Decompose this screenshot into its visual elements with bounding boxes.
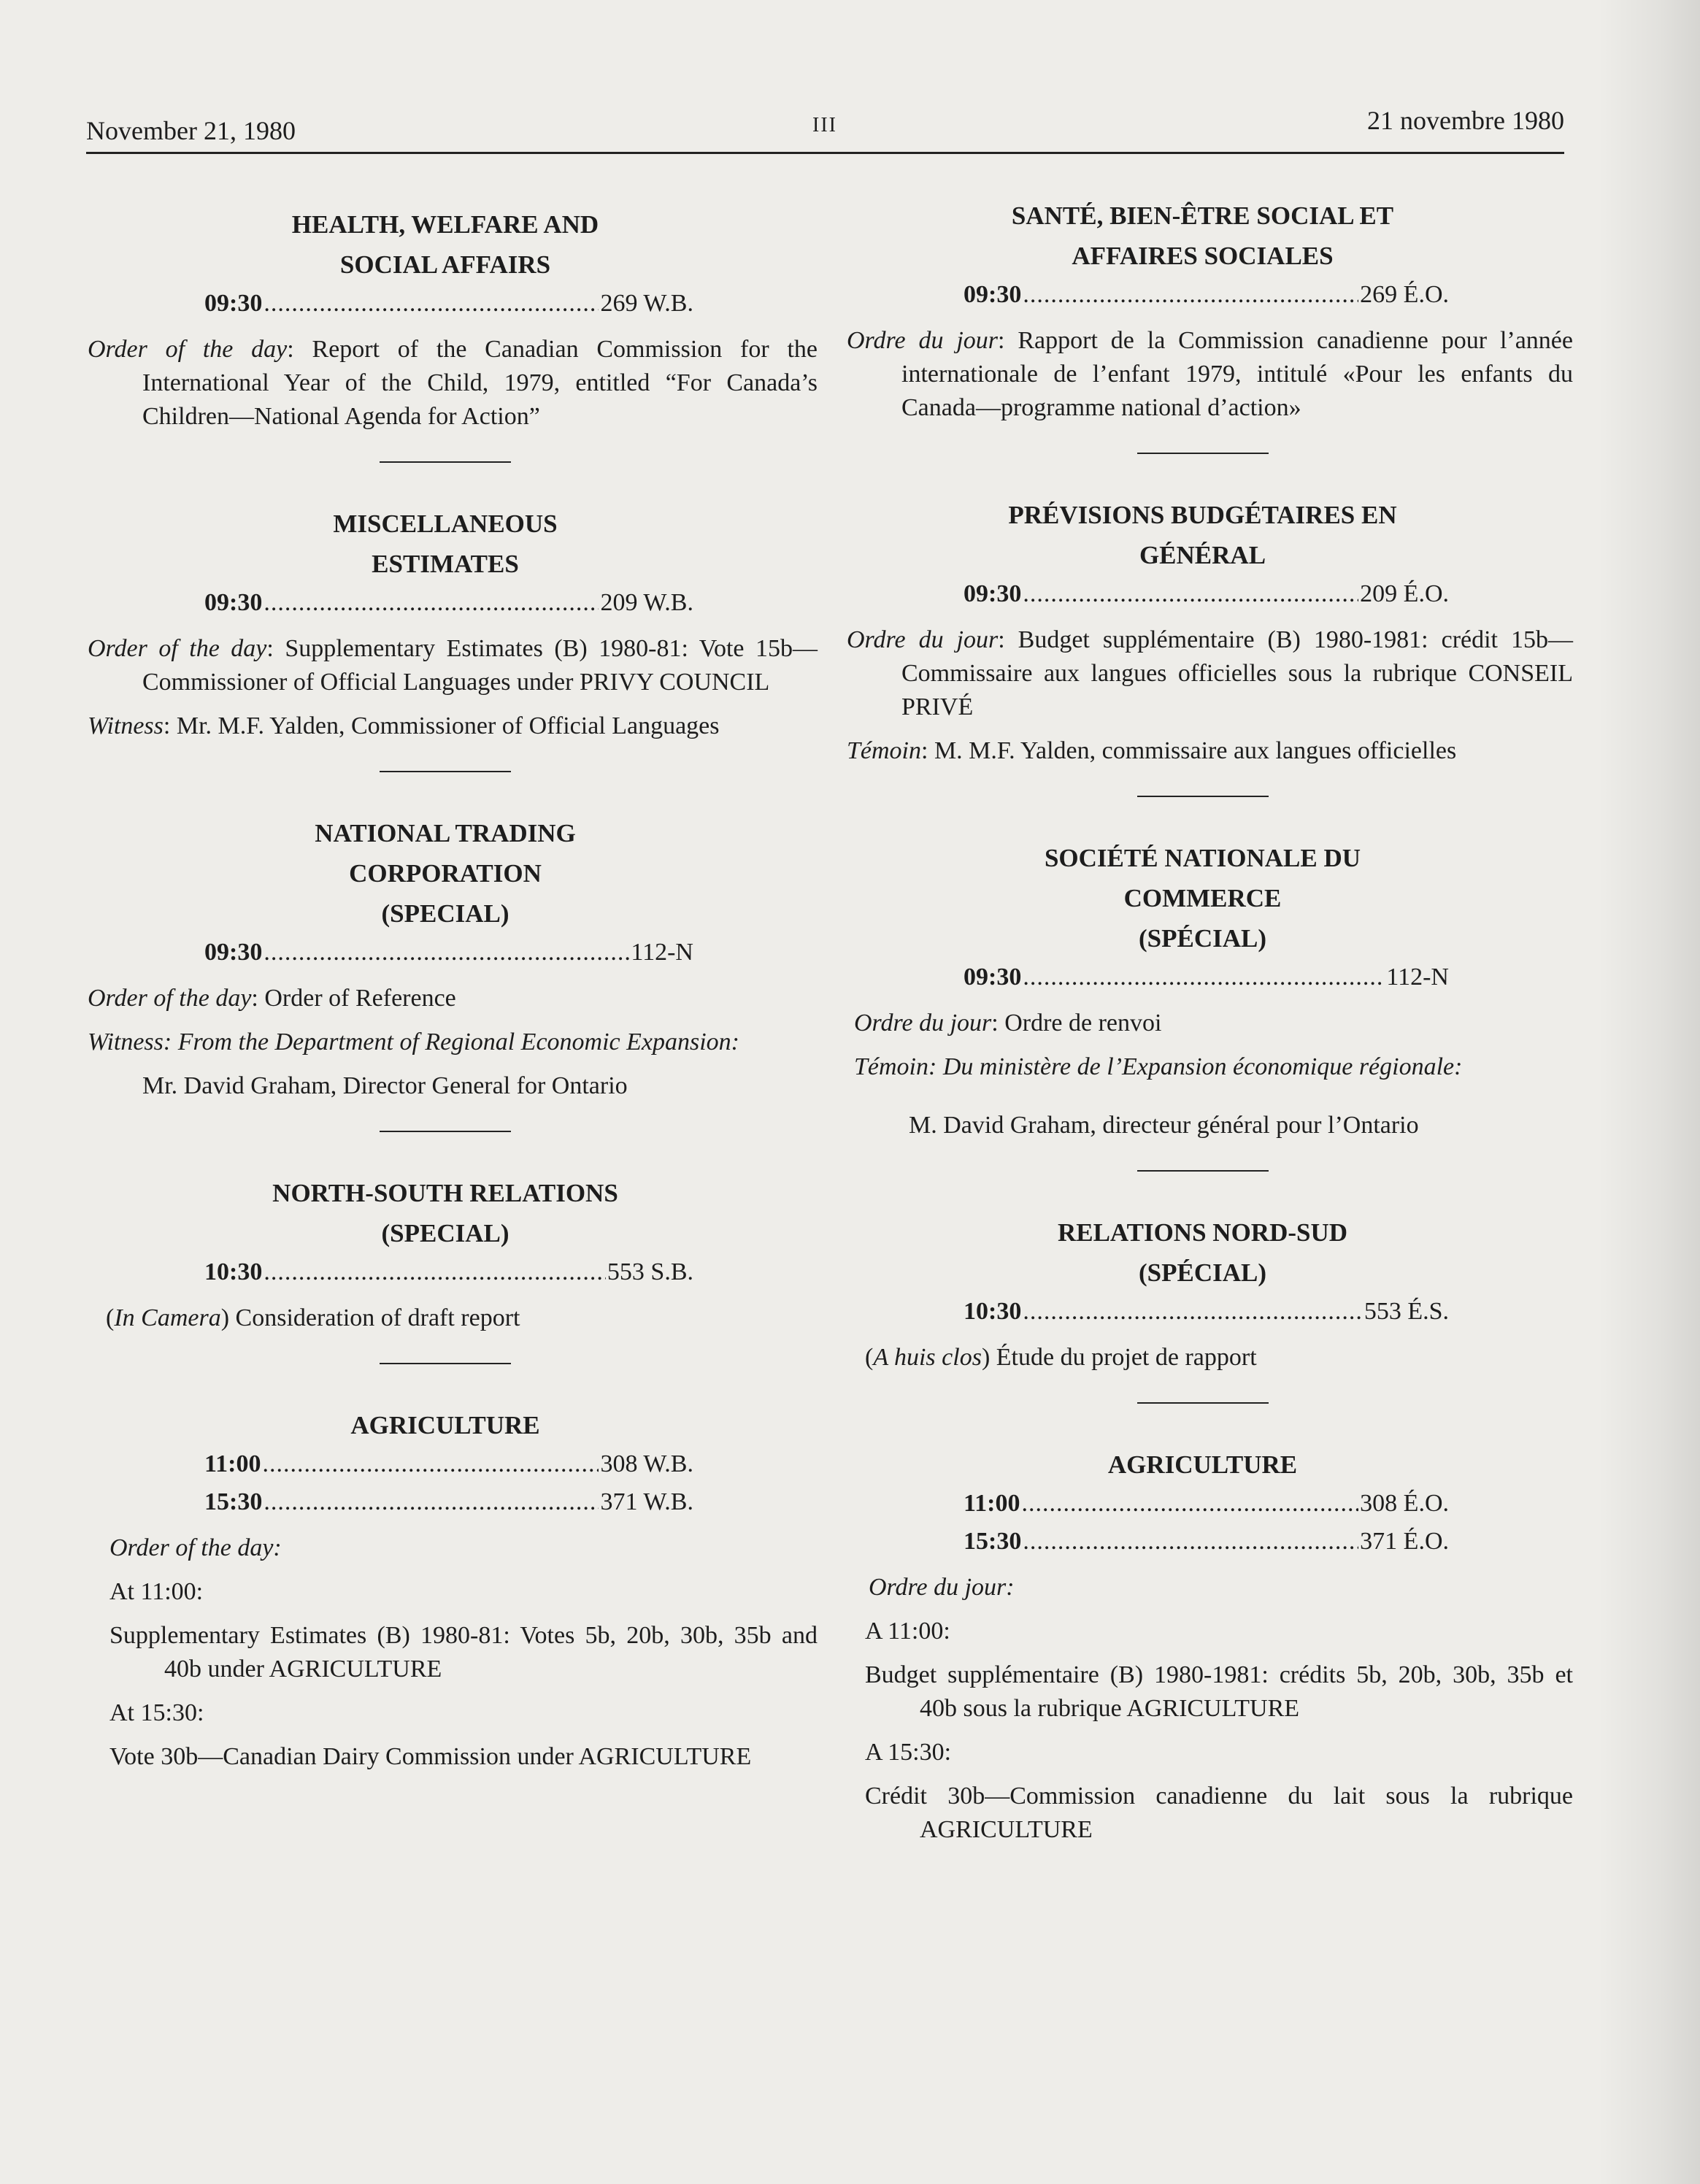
section-agriculture <box>88 1405 818 1774</box>
divider <box>1137 453 1269 454</box>
section-title: RELATIONS NORD-SUD (SPÉCIAL) <box>1057 1218 1348 1287</box>
meeting-time-room: 09:30 ..... 112-N <box>204 934 693 972</box>
french-column <box>847 196 1573 1847</box>
ordre-du-jour: Ordre du jour: Ordre de renvoi <box>854 1010 1162 1037</box>
order-of-the-day: Order of the day: <box>109 1534 282 1561</box>
divider <box>380 771 511 772</box>
section-title: SOCIÉTÉ NATIONALE DU COMMERCE (SPÉCIAL) <box>1044 844 1361 953</box>
divider <box>1137 1170 1269 1172</box>
page-number: III <box>812 114 837 136</box>
order-of-the-day: Order of the day: Supplementary Estimates (B) 1980-81: Vote 15b—Commissioner of Official Languages under PRIVY COUNCIL <box>88 635 818 696</box>
order-of-the-day: Order of the day: Report of the Canadian Commission for the International Year of the Child, 1979, entitled “For Canada’s Children—National Agenda for Action” <box>88 336 818 430</box>
section-title: NORTH-SOUTH RELATIONS (SPECIAL) <box>272 1179 618 1247</box>
section-national-trading-corporation <box>88 813 818 1103</box>
section-title: MISCELLANEOUS ESTIMATES <box>333 510 558 578</box>
meeting-time-room: 09:30 ..... 269 É.O. <box>964 276 1449 314</box>
section-sante-bien-etre <box>847 196 1573 425</box>
witness-person: M. David Graham, directeur général pour l’Ontario <box>909 1112 1419 1139</box>
header-date-english: November 21, 1980 <box>86 116 296 145</box>
divider <box>380 1131 511 1132</box>
time-label: A 15:30: <box>865 1739 952 1766</box>
english-column <box>88 204 818 1774</box>
agenda-item: Crédit 30b—Commission canadienne du lait sous la rubrique AGRICULTURE <box>865 1783 1573 1843</box>
huis-clos-note: (A huis clos) Étude du projet de rapport <box>865 1344 1257 1371</box>
section-relations-nord-sud <box>847 1212 1573 1374</box>
section-agriculture-fr <box>847 1445 1573 1847</box>
temoin: Témoin: M. M.F. Yalden, commissaire aux langues officielles <box>847 737 1457 764</box>
witness: Witness: Mr. M.F. Yalden, Commissioner of Official Languages <box>88 712 720 739</box>
section-health-welfare <box>88 204 818 434</box>
divider <box>1137 796 1269 797</box>
section-north-south-relations <box>88 1173 818 1335</box>
meeting-time-room: 09:30 ..... 112-N <box>964 958 1449 996</box>
time-label: A 11:00: <box>865 1618 950 1645</box>
order-of-the-day: Order of the day: Order of Reference <box>88 985 456 1012</box>
agenda-item: Vote 30b—Canadian Dairy Commission under AGRICULTURE <box>109 1743 752 1770</box>
witness-person: Mr. David Graham, Director General for Ontario <box>142 1072 628 1099</box>
meeting-time-room: 10:30 ..... 553 S.B. <box>204 1253 693 1291</box>
ordre-du-jour: Ordre du jour: Budget supplémentaire (B) 1980-1981: crédit 15b—Commissaire aux langues officielles sous la rubrique CONSEIL PRIVÉ <box>847 626 1573 720</box>
section-miscellaneous-estimates <box>88 504 818 743</box>
ordre-du-jour: Ordre du jour: <box>869 1574 1015 1601</box>
section-title: PRÉVISIONS BUDGÉTAIRES EN GÉNÉRAL <box>1008 501 1397 569</box>
time-label: At 15:30: <box>109 1699 204 1726</box>
time-label: At 11:00: <box>109 1578 204 1605</box>
section-title: HEALTH, WELFARE AND SOCIAL AFFAIRS <box>291 210 599 279</box>
divider <box>1137 1402 1269 1404</box>
meeting-time-room: 11:00 ..... 308 W.B. <box>204 1445 693 1483</box>
header-date-french: 21 novembre 1980 <box>1367 106 1564 135</box>
meeting-time-room: 15:30 ..... 371 É.O. <box>964 1523 1449 1561</box>
section-previsions-budgetaires <box>847 495 1573 768</box>
witness: Witness: From the Department of Regional Economic Expansion: <box>88 1028 739 1056</box>
divider <box>380 1363 511 1364</box>
ordre-du-jour: Ordre du jour: Rapport de la Commission canadienne pour l’année internationale de l’enfant 1979, intitulé «Pour les enfants du Canada—programme national d’action» <box>847 327 1573 421</box>
page-header <box>86 93 1564 154</box>
meeting-time-room: 10:30 ..... 553 É.S. <box>964 1293 1449 1331</box>
section-title: NATIONAL TRADING CORPORATION (SPECIAL) <box>315 819 576 928</box>
meeting-time-room: 11:00 ..... 308 É.O. <box>964 1485 1449 1523</box>
divider <box>380 461 511 463</box>
page-binding-shadow <box>1598 0 1700 2184</box>
meeting-time-room: 15:30 ..... 371 W.B. <box>204 1483 693 1521</box>
agenda-item: Budget supplémentaire (B) 1980-1981: crédits 5b, 20b, 30b, 35b et 40b sous la rubrique AGRICULTURE <box>865 1661 1573 1722</box>
meeting-time-room: 09:30 ..... 209 W.B. <box>204 584 693 622</box>
section-title: SANTÉ, BIEN-ÊTRE SOCIAL ET AFFAIRES SOCIALES <box>1011 201 1394 270</box>
meeting-time-room: 09:30 ..... 209 É.O. <box>964 575 1449 613</box>
section-title: AGRICULTURE <box>1107 1450 1298 1479</box>
temoin: Témoin: Du ministère de l’Expansion économique régionale: <box>854 1053 1463 1080</box>
section-societe-nationale-commerce <box>847 838 1573 1142</box>
section-title: AGRICULTURE <box>350 1411 540 1439</box>
meeting-time-room: 09:30 ..... 269 W.B. <box>204 285 693 323</box>
in-camera-note: (In Camera) Consideration of draft report <box>106 1304 520 1331</box>
agenda-item: Supplementary Estimates (B) 1980-81: Votes 5b, 20b, 30b, 35b and 40b under AGRICULTURE <box>109 1622 818 1683</box>
